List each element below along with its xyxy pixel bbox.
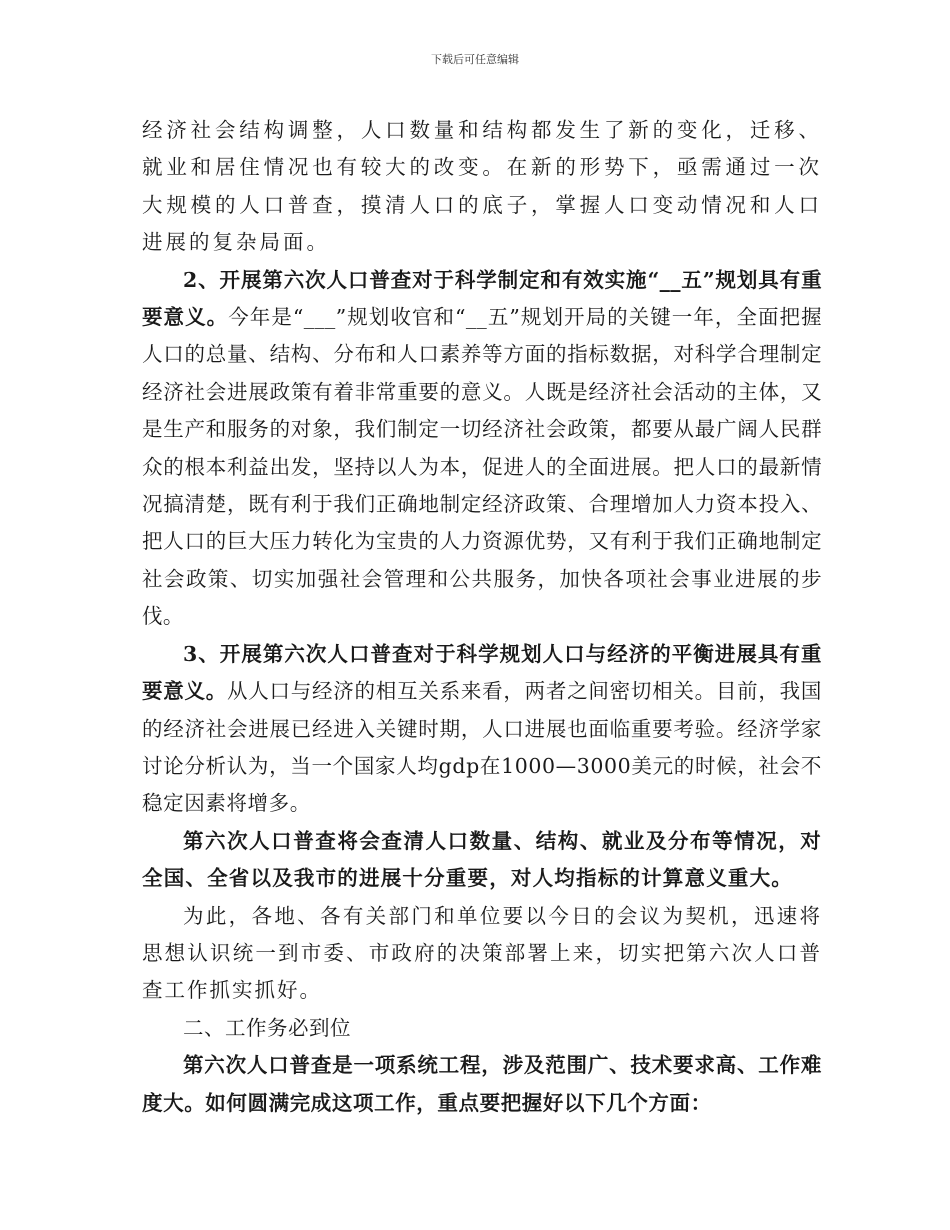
paragraph-continuation (142, 112, 822, 262)
paragraph-text: 为此，各地、各有关部门和单位要以今日的会议为契机，迅速将思想认识统一到市委、市政府的决策部署上来，切实把第六次人口普查工作抓实抓好。 (142, 903, 822, 1003)
section-heading (142, 1010, 822, 1047)
paragraph-bold-lead: 2、开展第六次人口普查对于科学制定和有效实施“__五”规划具有重要意义。 (142, 267, 822, 330)
paragraph-text: 从人口与经济的相互关系来看，两者之间密切相关。目前，我国的经济社会进展已经进入关键时期，人口进展也面临重要考验。经济学家讨论分析认为，当一个国家人均gdp在1000—3000美元的时候，社会不稳定因素将增多。 (142, 679, 822, 816)
paragraph-bold-lead: 第六次人口普查是一项系统工程，涉及范围广、技术要求高、工作难度大。如何圆满完成这项工作，重点要把握好以下几个方面： (142, 1053, 822, 1115)
paragraph-summary (142, 823, 822, 898)
paragraph-text: 今年是“___”规划收官和“__五”规划开局的关键一年，全面把握人口的总量、结构、分布和人口素养等方面的指标数据，对科学合理制定经济社会进展政策有着非常重要的意义。人既是经济社会活动的主体，又是生产和服务的对象，我们制定一切经济社会政策，都要从最广阔人民群众的根本利益出发，坚持以人为本，促进人的全面进展。把人口的最新情况搞清楚，既有利于我们正确地制定经济政策、合理增加人力资本投入、把人口的巨大压力转化为宝贵的人力资源优势，又有利于我们正确地制定社会政策、切实加强社会管理和公共服务，加快各项社会事业进展的步伐。 (142, 305, 822, 629)
paragraph-point-3 (142, 636, 822, 823)
paragraph-call-to-action (142, 898, 822, 1010)
paragraph-point-2 (142, 262, 822, 636)
page-header: 下载后可任意编辑 (431, 53, 519, 66)
section-heading-text: 二、工作务必到位 (183, 1015, 351, 1040)
paragraph-section-intro (142, 1047, 822, 1122)
document-body (142, 112, 822, 1122)
paragraph-bold-lead: 第六次人口普查将会查清人口数量、结构、就业及分布等情况，对全国、全省以及我市的进展十分重要，对人均指标的计算意义重大。 (142, 828, 822, 891)
paragraph-bold-lead: 3、开展第六次人口普查对于科学规划人口与经济的平衡进展具有重要意义。 (142, 641, 822, 704)
paragraph-text: 经济社会结构调整，人口数量和结构都发生了新的变化，迁移、就业和居住情况也有较大的改变。在新的形势下，亟需通过一次大规模的人口普查，摸清人口的底子，掌握人口变动情况和人口进展的复杂局面。 (142, 118, 822, 255)
